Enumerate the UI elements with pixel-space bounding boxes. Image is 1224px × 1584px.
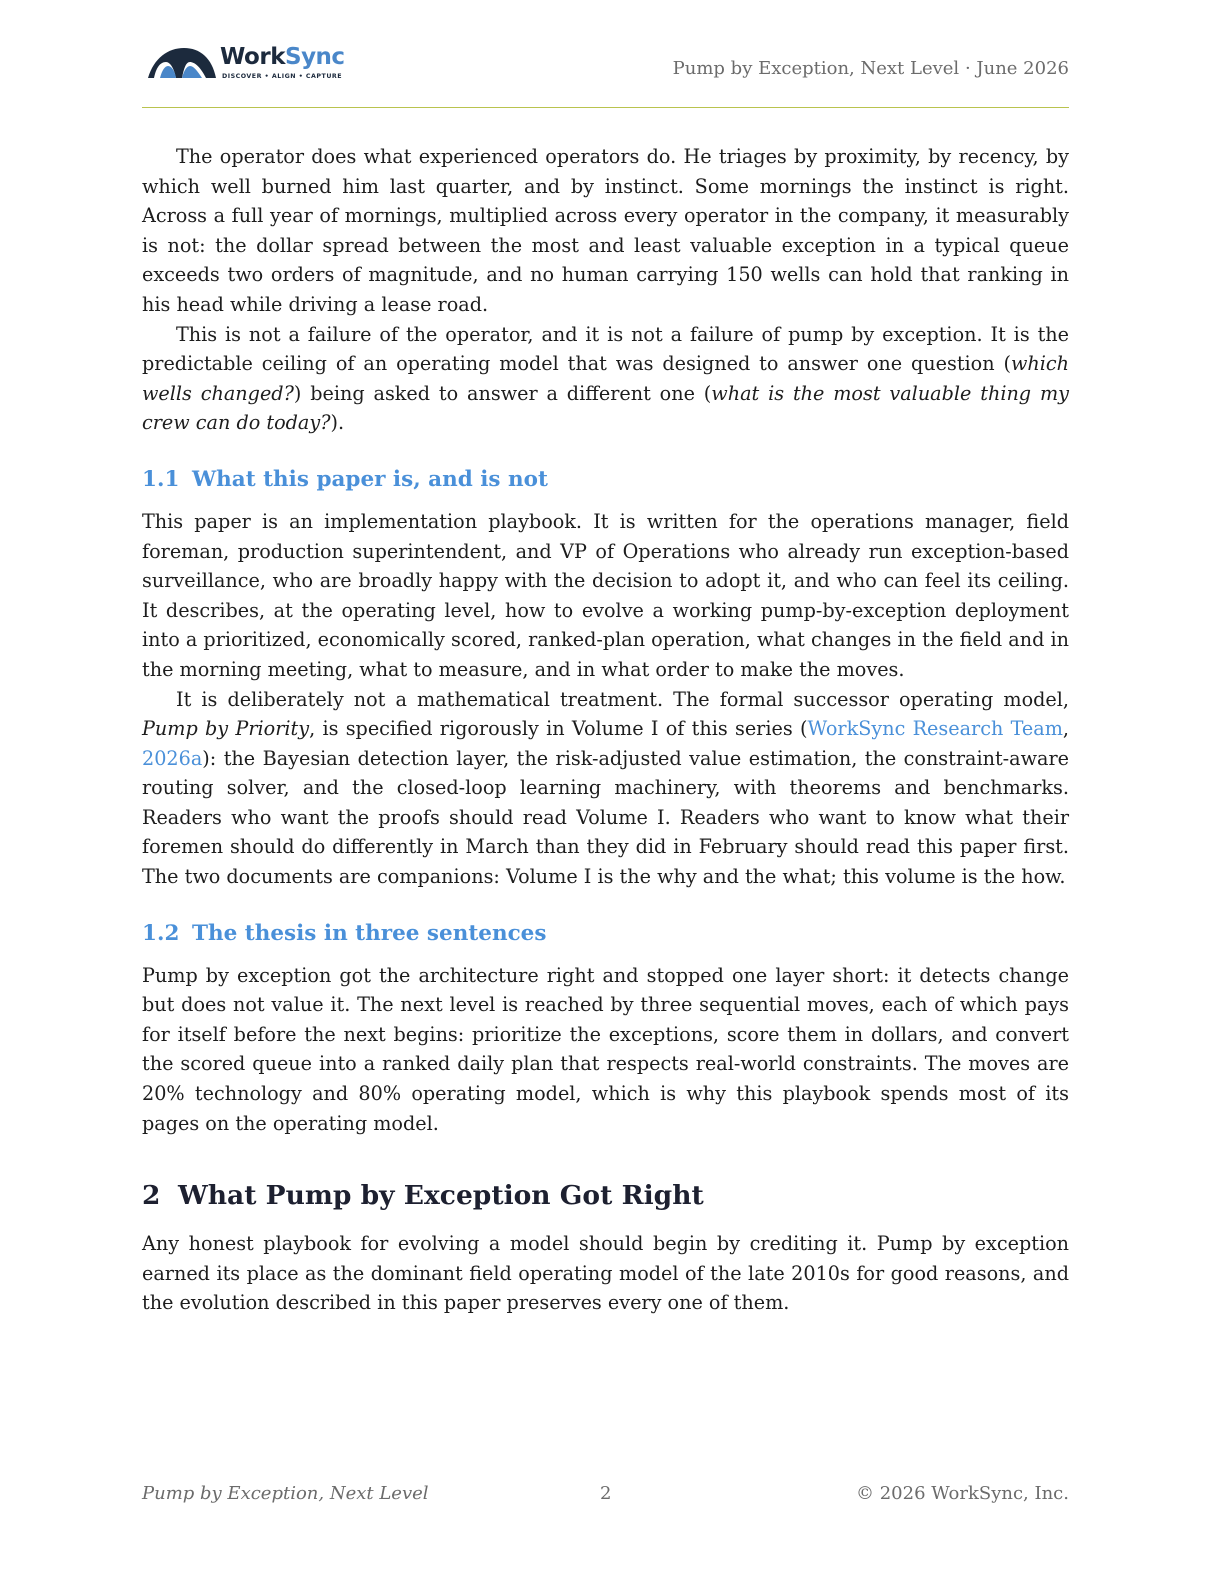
section-1-1-paragraph-2: It is deliberately not a mathematical treatment. The formal successor operating model, Pump by Priority, is specified rigorously in Volume I of this series (WorkSync Research Team, 2026a): the Bayesian detection layer, the risk-adjusted value estimation, the constraint-aware routing solver, and the closed-loop learning machinery, with theorems and benchmarks. Readers who want the proofs should read Volume I. Readers who want to know what their foremen should do differently in March than they did in February should read this paper first. The two documents are companions: Volume I is the why and the what; this volume is the how. <box>142 687 1069 889</box>
worksync-logo <box>146 42 346 86</box>
logo-wordmark: WorkSync <box>220 44 345 70</box>
footer-copyright: © 2026 WorkSync, Inc. <box>855 1483 1069 1504</box>
header-running-title: Pump by Exception, Next Level · June 2026 <box>672 58 1069 79</box>
section-heading-2: 2 What Pump by Exception Got Right <box>142 1180 704 1212</box>
intro-paragraph-2: This is not a failure of the operator, and it is not a failure of pump by exception. It is the predictable ceiling of an operating model that was designed to answer one question (which wells changed?) being asked to answer a different one (what is the most valuable thing my crew can do today?). <box>142 322 1069 435</box>
section-2-paragraph-1: Any honest playbook for evolving a model should begin by crediting it. Pump by exception earned its place as the dominant field operating model of the late 2010s for good reasons, and the evolution described in this paper preserves every one of them. <box>142 1232 1069 1315</box>
page-header <box>142 38 1069 108</box>
section-heading-1-1: 1.1 What this paper is, and is not <box>142 466 548 492</box>
page-footer <box>142 1483 1069 1511</box>
logo-mountain-icon <box>146 42 218 82</box>
section-heading-1-2: 1.2 The thesis in three sentences <box>142 920 547 946</box>
section-1-2-paragraph-1: Pump by exception got the architecture right and stopped one layer short: it detects change but does not value it. The next level is reached by three sequential moves, each of which pays for itself before the next begins: prioritize the exceptions, score them in dollars, and convert the scored queue into a ranked daily plan that respects real-world constraints. The moves are 20% technology and 80% operating model, which is why this playbook spends most of its pages on the operating model. <box>142 963 1069 1135</box>
logo-tagline: DISCOVER • ALIGN • CAPTURE <box>222 73 343 80</box>
citation-year-link[interactable]: 2026a <box>142 746 203 770</box>
page-number: 2 <box>600 1483 612 1504</box>
section-1-1-paragraph-1: This paper is an implementation playbook. It is written for the operations manager, field foreman, production superintendent, and VP of Operations who already run exception-based surveillance, who are broadly happy with the decision to adopt it, and who can feel its ceiling. It describes, at the operating level, how to evolve a working pump-by-exception deployment into a prioritized, economically scored, ranked-plan operation, what changes in the field and in the morning meeting, what to measure, and in what order to make the moves. <box>142 509 1069 681</box>
footer-title: Pump by Exception, Next Level <box>142 1483 429 1504</box>
header-rule <box>142 107 1069 108</box>
intro-paragraph-1: The operator does what experienced operators do. He triages by proximity, by recency, by which well burned him last quarter, and by instinct. Some mornings the instinct is right. Across a full year of mornings, multiplied across every operator in the company, it measurably is not: the dollar spread between the most and least valuable exception in a typical queue exceeds two orders of magnitude, and no human carrying 150 wells can hold that ranking in his head while driving a lease road. <box>142 145 1069 316</box>
page-body <box>142 142 1069 1318</box>
citation-author-link[interactable]: WorkSync Research Team <box>807 717 1063 741</box>
